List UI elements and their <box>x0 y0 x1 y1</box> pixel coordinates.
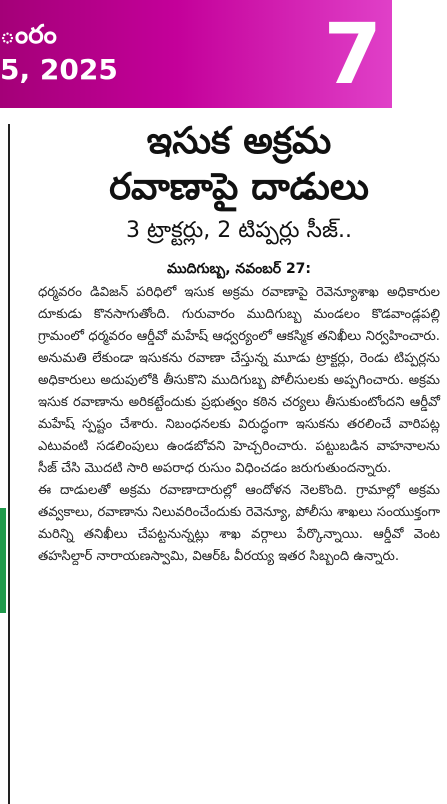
article-headline <box>38 118 440 210</box>
header-day: ంరం <box>0 20 57 50</box>
left-column-color-strip <box>0 508 6 613</box>
page-header-banner <box>0 0 392 108</box>
news-article <box>38 118 440 568</box>
headline-line-2: రవాణాపై దాడులు <box>109 165 369 208</box>
article-paragraph-1: ధర్మవరం డివిజన్ పరిధిలో ఇసుక అక్రమ రవాణాపై రెవెన్యూశాఖ అధికారుల దూకుడు కొనసాగుతోంది. గురువారం ముదిగుబ్బ మండలం కొడవాండ్లపల్లి గ్రామంలో ధర్మవరం ఆర్డీవో మహేష్ ఆధ్వర్యంలో ఆకస్మిక తనిఖీలు నిర్వహించారు. అనుమతి లేకుండా ఇసుకను రవాణా చేస్తున్న మూడు ట్రాక్టర్లు, రెండు టిప్పర్లను అధికారులు అదుపులోకి తీసుకొని ముదిగుబ్బ పోలీసులకు అప్పగించారు. అక్రమ ఇసుక రవాణాను అరికట్టేందుకు ప్రభుత్వం కఠిన చర్యలు తీసుకుంటోందని ఆర్డీవో మహేష్ స్పష్టం చేశారు. నిబంధనలకు విరుద్ధంగా ఇసుకను తరలించే వారిపట్ల ఎటువంటి సడలింపులు ఉండబోవని హెచ్చరించారు. పట్టుబడిన వాహనాలను సీజ్ చేసి మొదటి సారి అపరాధ రుసుం విధించడం జరుగుతుందన్నారు. <box>38 285 440 476</box>
article-body <box>38 282 440 568</box>
article-subheadline: 3 ట్రాక్టర్లు, 2 టిప్పర్లు సీజ్.. <box>125 218 353 243</box>
left-column-border <box>0 124 10 804</box>
headline-line-1: ఇసుక అక్రమ <box>146 119 332 162</box>
article-paragraph-2: ఈ దాడులతో అక్రమ రవాణాదారుల్లో ఆందోళన నెలకొంది. గ్రామాల్లో అక్రమ తవ్వకాలు, రవాణాను నిలువరించేందుకు రెవెన్యూ, పోలీసు శాఖలు సంయుక్తంగా మరిన్ని తనిఖీలు చేపట్టనున్నట్లు శాఖ వర్గాలు పేర్కొన్నాయి. ఆర్డీవో వెంట తహసిల్దార్ నారాయణస్వామి, విఆర్ఓ వీరయ్య ఇతర సిబ్బంది ఉన్నారు. <box>38 483 440 564</box>
article-dateline: ముదిగుబ్బ, నవంబర్ 27: <box>166 261 312 277</box>
page-number: 7 <box>323 5 382 103</box>
header-date: 5, 2025 <box>0 53 118 86</box>
